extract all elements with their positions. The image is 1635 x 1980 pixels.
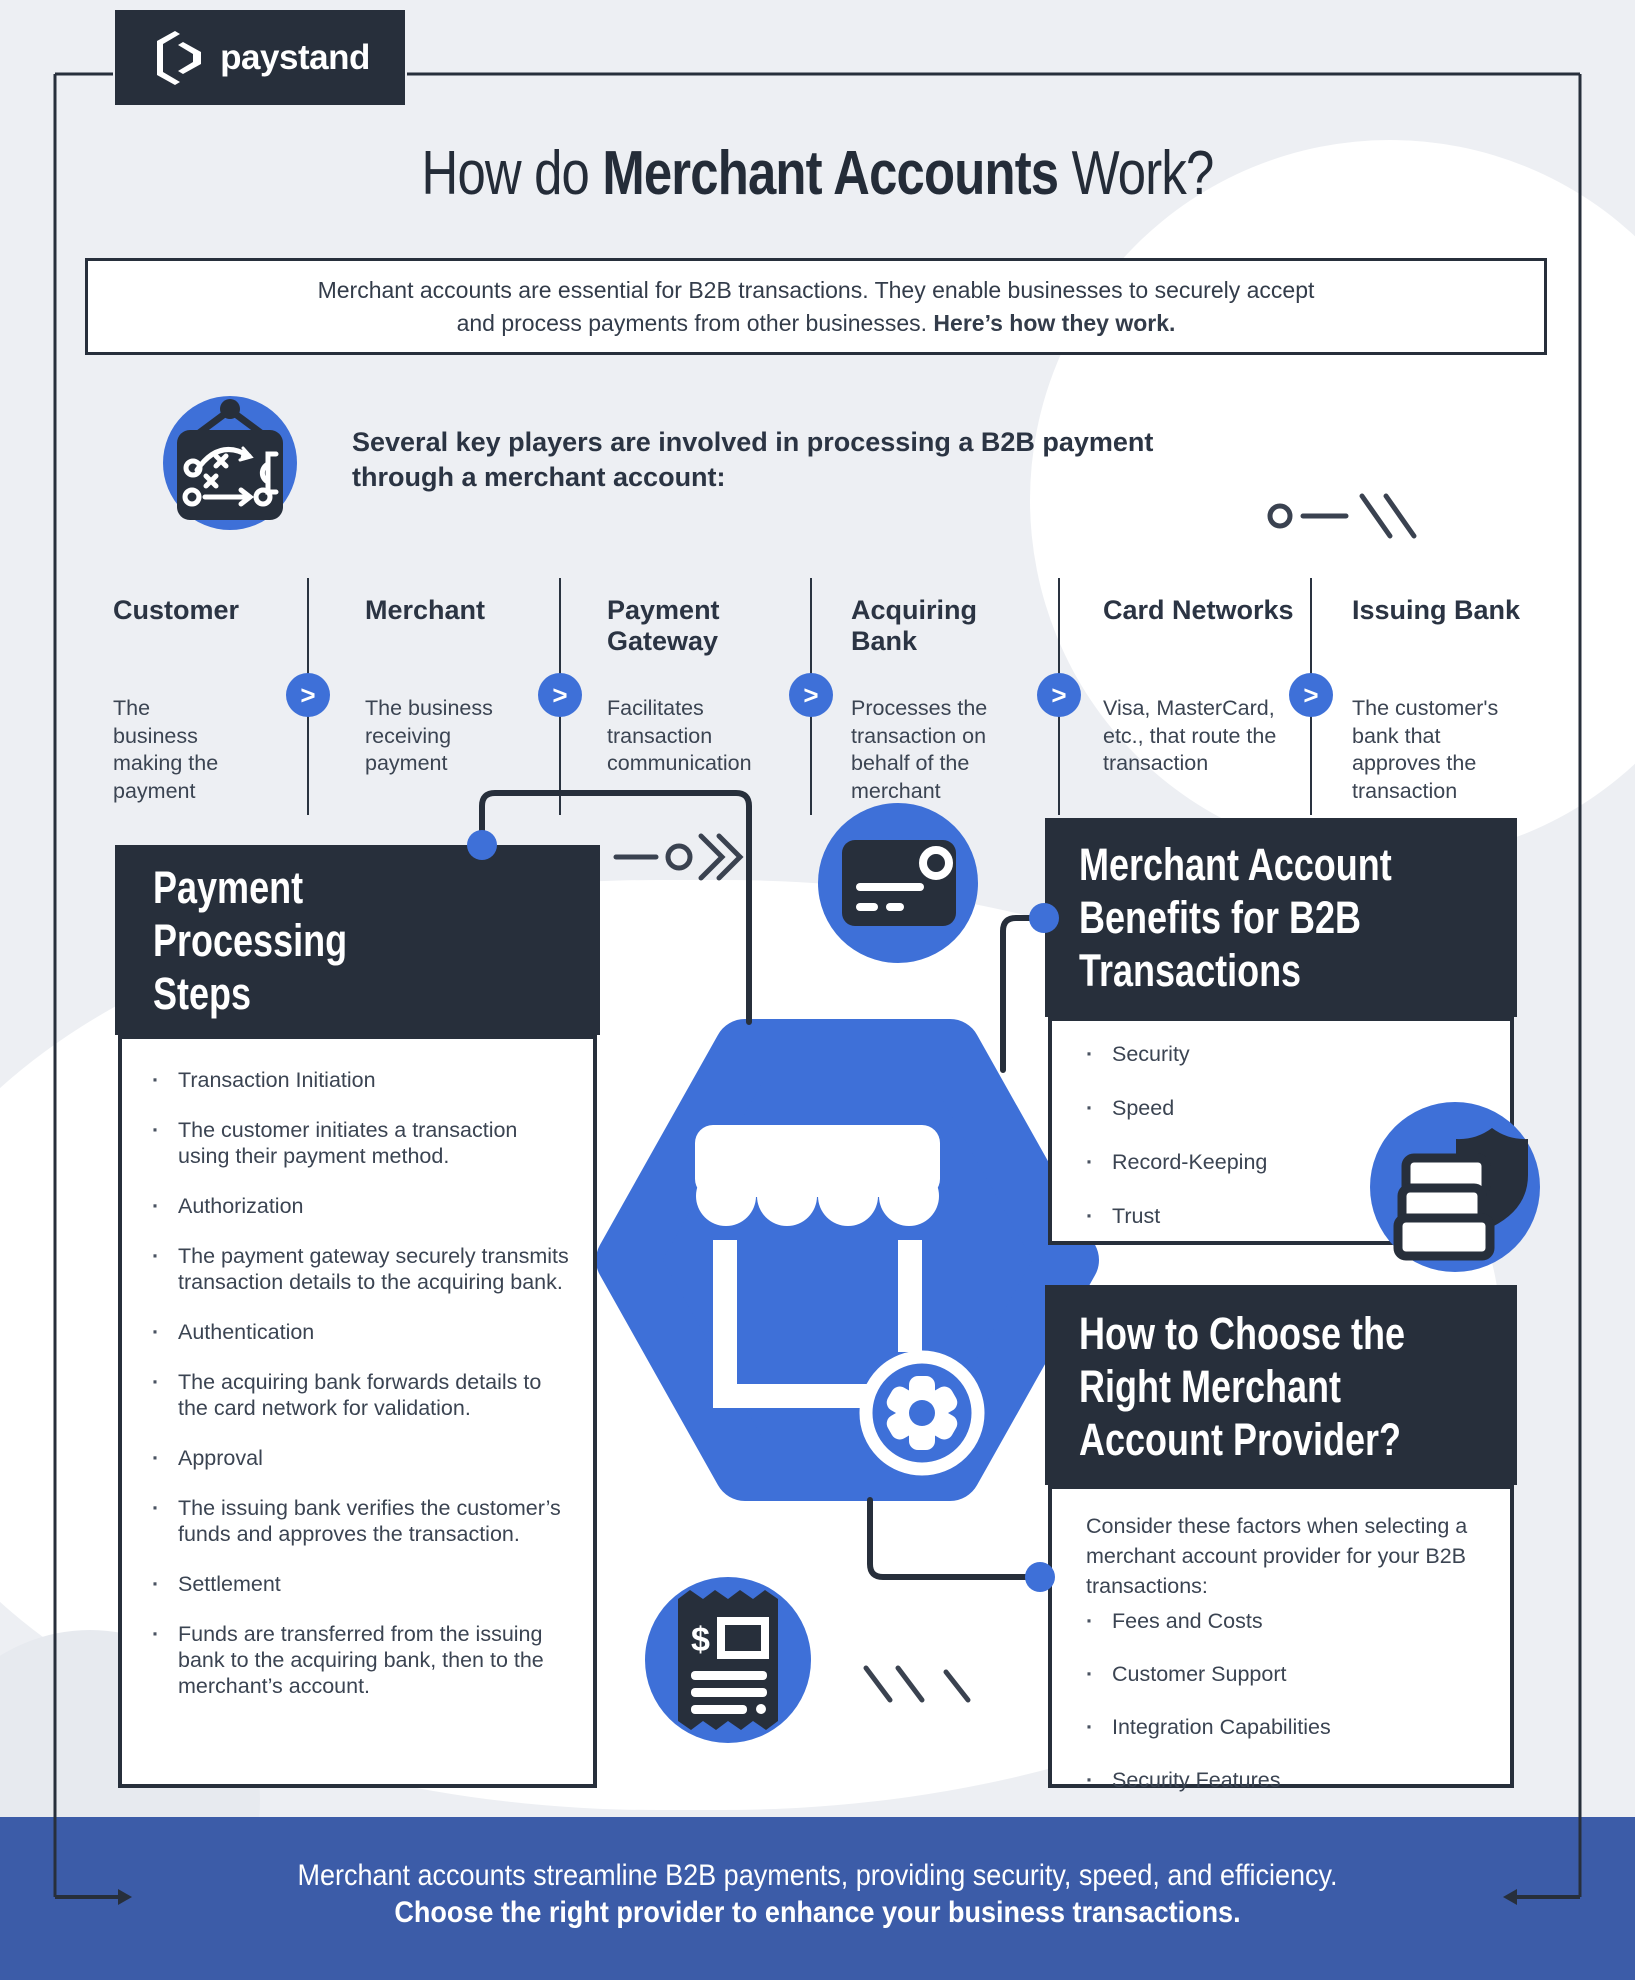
choose-title-line: Account Provider? [1079,1414,1402,1465]
list-item: · Record-Keeping [1086,1150,1268,1174]
title-regular-pre: How do [421,139,603,208]
list-item: · Authentication [152,1320,315,1344]
list-item: · The issuing bank verifies the customer’s funds and approves the transaction. [152,1496,561,1546]
player-issuing-bank [1352,595,1537,805]
credit-card-icon [818,803,978,963]
credit-card-icon-circle [818,803,978,963]
strategy-icon-circle [163,396,297,530]
intro-line-2 [88,307,1544,340]
paystand-logo-text: paystand [220,37,370,77]
benefits-header [1045,818,1517,1017]
page-title [147,138,1488,209]
footer-line-2: Choose the right provider to enhance your business transactions. [394,1896,1241,1929]
player-card-networks [1103,595,1295,778]
player-name: Payment Gateway [607,595,720,656]
player-name: Acquiring Bank [851,595,977,656]
list-item: · Security Features [1086,1768,1281,1792]
paystand-logo [115,10,405,105]
intro-box [85,258,1547,355]
key-players-heading: Several key players are involved in processing a B2B payment through a merchant account: [352,427,1154,492]
benefits-title-line: Merchant Account [1079,839,1392,890]
list-item: · Customer Support [1086,1662,1287,1686]
chevron-right-icon: > [1037,673,1081,717]
list-item: · Transaction Initiation [152,1068,376,1092]
player-customer [113,595,291,805]
player-desc: Facilitates transaction communication [607,696,752,775]
list-item: · Integration Capabilities [1086,1715,1331,1739]
cash-shield-icon-circle [1370,1102,1540,1272]
list-item: · The acquiring bank forwards details to the card network for validation. [152,1370,542,1420]
steps-title-line: Steps [153,968,252,1019]
list-item: · Approval [152,1446,263,1470]
svg-text:$: $ [691,1621,710,1659]
list-item: · Speed [1086,1096,1175,1120]
chevron-right-icon: > [286,673,330,717]
player-desc: Processes the transaction on behalf of the merchant [851,696,988,803]
decoration-dash-circle-chevrons [616,836,740,878]
player-merchant [365,595,543,778]
strategy-icon [163,396,297,530]
intro-line-2-regular: and process payments from other businesses. [456,310,934,336]
choose-list [1086,1608,1486,1793]
choose-panel [1048,1485,1514,1792]
steps-title-line: Processing [153,915,348,966]
player-desc: The business receiving payment [365,696,493,775]
steps-title-line: Payment [153,862,304,913]
intro-line-1: Merchant accounts are essential for B2B transactions. They enable businesses to securely accept [317,277,1315,303]
player-name: Issuing Bank [1352,595,1521,625]
list-item: · The payment gateway securely transmits transaction details to the acquiring bank. [152,1244,569,1294]
title-regular-post: Work? [1058,139,1214,208]
player-desc: The business making the payment [113,696,219,803]
player-name: Customer [113,595,240,625]
title-bold: Merchant Accounts [602,139,1059,208]
cash-shield-icon [1370,1102,1540,1272]
receipt-icon-circle [645,1577,811,1743]
footer-banner [0,1817,1635,1980]
list-item: · Fees and Costs [1086,1609,1263,1633]
player-desc: The customer's bank that approves the transaction [1352,696,1499,803]
list-item: · Settlement [152,1572,281,1596]
benefits-title-line: Transactions [1079,945,1302,996]
intro-line-2-bold: Here’s how they work. [933,310,1176,336]
choose-title-line: How to Choose the [1079,1308,1405,1359]
list-item: · The customer initiates a transaction using their payment method. [152,1118,518,1168]
gear-icon [866,1357,978,1469]
list-item: · Authorization [152,1194,304,1218]
benefits-title-line: Benefits for B2B [1079,892,1362,943]
chevron-right-icon: > [538,673,582,717]
list-item: · Trust [1086,1204,1161,1228]
list-item: · Funds are transferred from the issuing bank to the acquiring bank, then to the merchant’s account. [152,1622,544,1698]
receipt-icon [645,1577,811,1743]
player-desc: Visa, MasterCard, etc., that route the transaction [1103,696,1277,775]
footer-line-1: Merchant accounts streamline B2B payments, providing security, speed, and efficiency. [297,1859,1338,1892]
player-name: Merchant [365,595,486,625]
player-acquiring-bank [851,595,1031,805]
player-name: Card Networks [1103,595,1294,625]
steps-list [118,1035,597,1788]
choose-title-line: Right Merchant [1079,1361,1342,1412]
paystand-logo-icon [150,28,208,88]
steps-header [115,845,600,1035]
player-payment-gateway [607,595,787,778]
list-item: · Security [1086,1042,1190,1066]
choose-header [1045,1285,1517,1485]
chevron-right-icon: > [789,673,833,717]
chevron-right-icon: > [1289,673,1333,717]
storefront-hexagon [580,990,1100,1520]
choose-intro-text: Consider these factors when selecting a merchant account provider for your B2B transactions: [1086,1514,1468,1598]
